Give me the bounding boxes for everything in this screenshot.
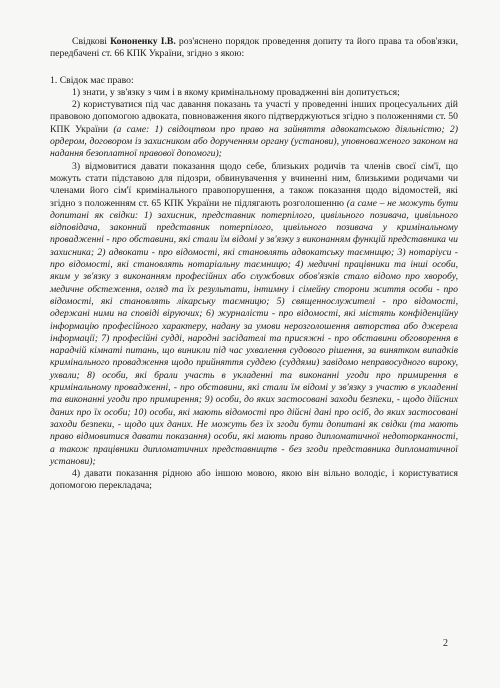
- list-item-2: [50, 99, 458, 160]
- list-item-2-note: (а саме: 1) свідоцтвом про право на зайняття адвокатською діяльністю; 2) ордером, договором із захисником або дорученням органу (установи), уповноваженого законом на надання безоплатної правової допомоги);: [50, 123, 459, 160]
- list-item-1: 1) знати, у зв'язку з чим і в якому кримінальному провадженні він допитується;: [72, 86, 400, 98]
- list-item-4: 4) давати показання рідною або іншою мовою, якою він вільно володіє, і користуватися допомогою перекладача;: [50, 468, 458, 492]
- intro-text-2: роз'яснено порядок проведення допиту та його права та обов'язки, передбачені ст. 66 КПК України, згідно з якою:: [50, 36, 458, 60]
- witness-name: Кононенку І.В.: [110, 36, 176, 47]
- list-item-3-text: 3) відмовитися давати показання щодо себе, близьких родичів та членів своєї сім'ї, що можуть стати підставою для підозри, обвинувачення у вчиненні ним, близькими родичами чи членами його сім'ї кримінального правопорушення, а також показання щодо відомостей, які згідно з положенням ст. 65 КПК України не підлягають розголошенню: [50, 160, 458, 209]
- intro-paragraph: [50, 36, 458, 61]
- list-item-3-note: (а саме – не можуть бути допитані як свідки: 1) захисник, представник потерпілого, цивільного позивача, цивільного відповідача, законний представник потерпілого, цивільного позивача у кримінальному провадженні - про обставини, які стали їм відомі у зв'язку з виконанням функцій представника чи захисника; 2) адвокати - про відомості, які становлять адвокатську таємницю; 3) нотаріуси - про відомості, які становлять нотаріальну таємницю; 4) медичні працівники та інші особи, яким у зв'язку з виконанням професійних або службових обов'язків стало відомо про хворобу, медичне обстеження, огляд та їх результати, інтимну і сімейну сторони життя особи - про відомості, які становлять лікарську таємницю; 5) священнослужителі - про відомості, одержані ними на сповіді віруючих; 6) журналісти - про відомості, які містять конфіденційну інформацію професійного характеру, надану за умови нерозголошення авторства або джерела інформації; 7) професійні судді, народні засідателі та присяжні - про обставини обговорення в нарадчій кімнаті питань, що виникли під час ухвалення судового рішення, за винятком випадків кримінального провадження щодо прийняття суддею (суддями) завідомо неправосудного вироку, ухвали; 8) особи, які брали участь в укладенні та виконанні угоди про примирення в кримінальному провадженні, - про обставини, які стали їм відомі у зв'язку з участю в укладенні та виконанні угоди про примирення; 9) особи, до яких застосовані заходи безпеки, - щодо дійсних даних про їх особи; 10) особи, які мають відомості про дійсні дані про осіб, до яких застосовані заходи безпеки, - щодо цих даних. Не можуть без їх згоди бути допитані як свідки (та мають право відмовитися давати показання) особи, які мають право дипломатичної недоторканності, а також працівники дипломатичних представництв - без згоди представника дипломатичної установи);: [50, 197, 458, 467]
- list-item-3: [50, 161, 458, 468]
- list-item-2-text: 2) користуватися під час давання показань та участі у проведенні інших процесуальних дій правовою допомогою адвоката, повноваження якого підтверджуються згідно з положеннями ст. 50 КПК України: [50, 99, 458, 135]
- section-heading: 1. Свідок має право:: [50, 74, 134, 86]
- page-number: 2: [443, 638, 448, 649]
- intro-text-1: Свідкові: [72, 36, 111, 47]
